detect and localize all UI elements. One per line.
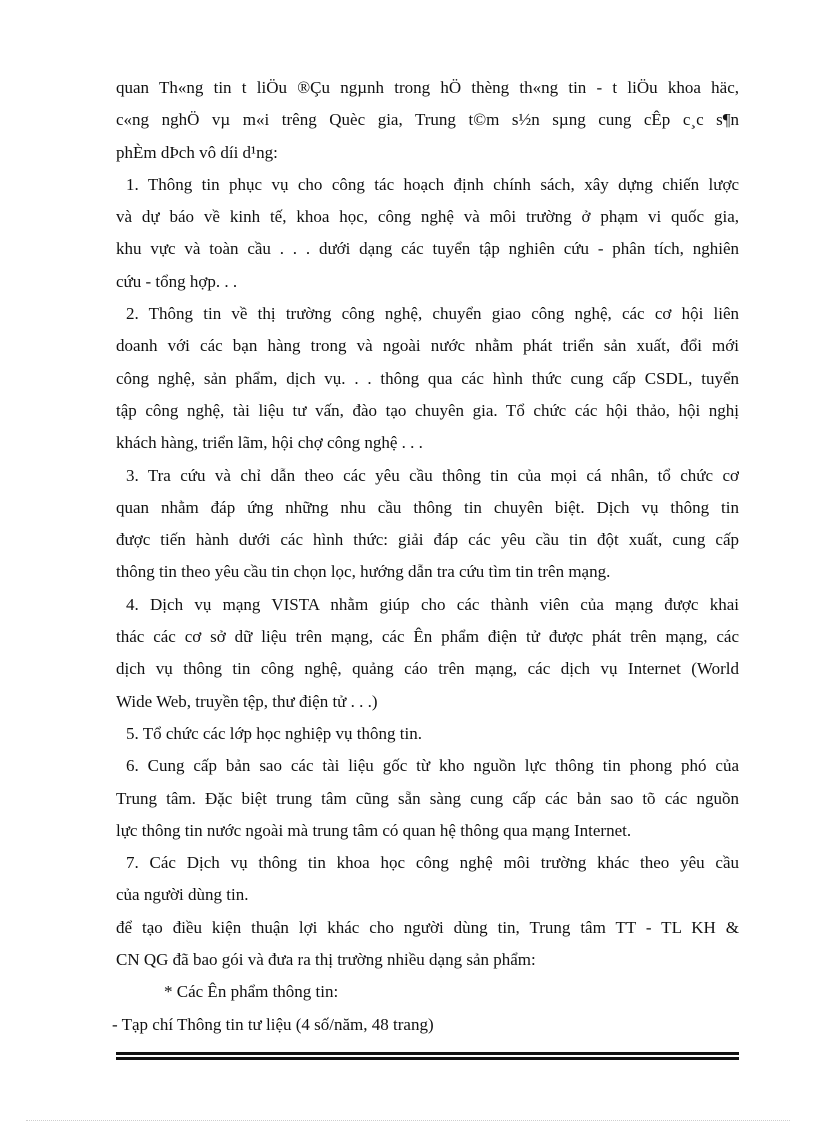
list-item-1: 1. Thông tin phục vụ cho công tác hoạch định chính sách, xây dựng chiến lược bbox=[126, 174, 739, 194]
text-line: quan nhằm đáp ứng những nhu cầu thông tin chuyên biệt. Dịch vụ thông tin bbox=[116, 497, 739, 517]
text-line: thông tin theo yêu cầu tin chọn lọc, hướng dẫn tra cứu tìm tin trên mạng. bbox=[116, 562, 611, 582]
page-edge-divider bbox=[26, 1120, 790, 1121]
list-item-6: 6. Cung cấp bản sao các tài liệu gốc từ kho nguồn lực thông tin phong phó của bbox=[126, 756, 739, 776]
text-line: được tiến hành dưới các hình thức: giải đáp các yêu cầu tin đột xuất, cung cấp bbox=[116, 530, 739, 550]
text-line: quan Th«ng tin t liÖu ®Çu ngµnh trong hÖ thèng th«ng tin - t liÖu khoa häc, bbox=[116, 78, 739, 97]
text-line: lực thông tin nước ngoài mà trung tâm có quan hệ thông qua mạng Internet. bbox=[116, 820, 632, 840]
text-line: khách hàng, triển lãm, hội chợ công nghệ . . . bbox=[116, 433, 423, 453]
list-item-5: 5. Tổ chức các lớp học nghiệp vụ thông tin. bbox=[126, 723, 422, 743]
text-line: để tạo điều kiện thuận lợi khác cho người dùng tin, Trung tâm TT - TL KH & bbox=[116, 917, 739, 937]
text-line: của người dùng tin. bbox=[116, 885, 249, 905]
text-line: thác các cơ sở dữ liệu trên mạng, các Ên phẩm điện tử được phát trên mạng, các bbox=[116, 627, 739, 647]
list-item-2: 2. Thông tin về thị trường công nghệ, chuyển giao công nghệ, các cơ hội liên bbox=[126, 304, 739, 324]
text-line: khu vực và toàn cầu . . . dưới dạng các tuyển tập nghiên cứu - phân tích, nghiên bbox=[116, 239, 739, 259]
text-line: CN QG đã bao gói và đưa ra thị trường nhiều dạng sản phẩm: bbox=[116, 950, 536, 970]
sub-heading: * Các Ên phẩm thông tin: bbox=[164, 982, 339, 1002]
document-body bbox=[112, 72, 739, 1041]
list-item-3: 3. Tra cứu và chỉ dẫn theo các yêu cầu thông tin của mọi cá nhân, tổ chức cơ bbox=[126, 465, 739, 485]
footer-rule-top bbox=[116, 1052, 739, 1055]
text-line: doanh với các bạn hàng trong và ngoài nước nhằm phát triển sản xuất, đổi mới bbox=[116, 336, 739, 356]
text-line: tập công nghệ, tài liệu tư vấn, đào tạo chuyên gia. Tổ chức các hội thảo, hội nghị bbox=[116, 400, 739, 420]
text-line: công nghệ, sản phẩm, dịch vụ. . . thông qua các hình thức cung cấp CSDL, tuyển bbox=[116, 368, 739, 388]
text-line: c«ng nghÖ vµ m«i trêng Quèc gia, Trung t©m s½n sµng cung cÊp c¸c s¶n bbox=[116, 110, 739, 130]
text-line: dịch vụ thông tin công nghệ, quảng cáo trên mạng, các dịch vụ Internet (World bbox=[116, 659, 739, 679]
list-item-4: 4. Dịch vụ mạng VISTA nhằm giúp cho các thành viên của mạng được khai bbox=[126, 594, 739, 614]
footer-rule-bottom bbox=[116, 1057, 739, 1060]
text-line: Trung tâm. Đặc biệt trung tâm cũng sẵn sàng cung cấp các bản sao tõ các nguồn bbox=[116, 788, 739, 808]
list-item-7: 7. Các Dịch vụ thông tin khoa học công nghệ môi trường khác theo yêu cầu bbox=[126, 853, 739, 873]
bullet-item: - Tạp chí Thông tin tư liệu (4 số/năm, 48 trang) bbox=[112, 1014, 434, 1034]
text-line: phÈm dÞch vô díi d¹ng: bbox=[116, 142, 278, 162]
text-line: Wide Web, truyền tệp, thư điện tử . . .) bbox=[116, 691, 378, 711]
text-line: cứu - tổng hợp. . . bbox=[116, 271, 238, 291]
text-line: và dự báo về kinh tế, khoa học, công nghệ và môi trường ở phạm vi quốc gia, bbox=[116, 207, 739, 227]
